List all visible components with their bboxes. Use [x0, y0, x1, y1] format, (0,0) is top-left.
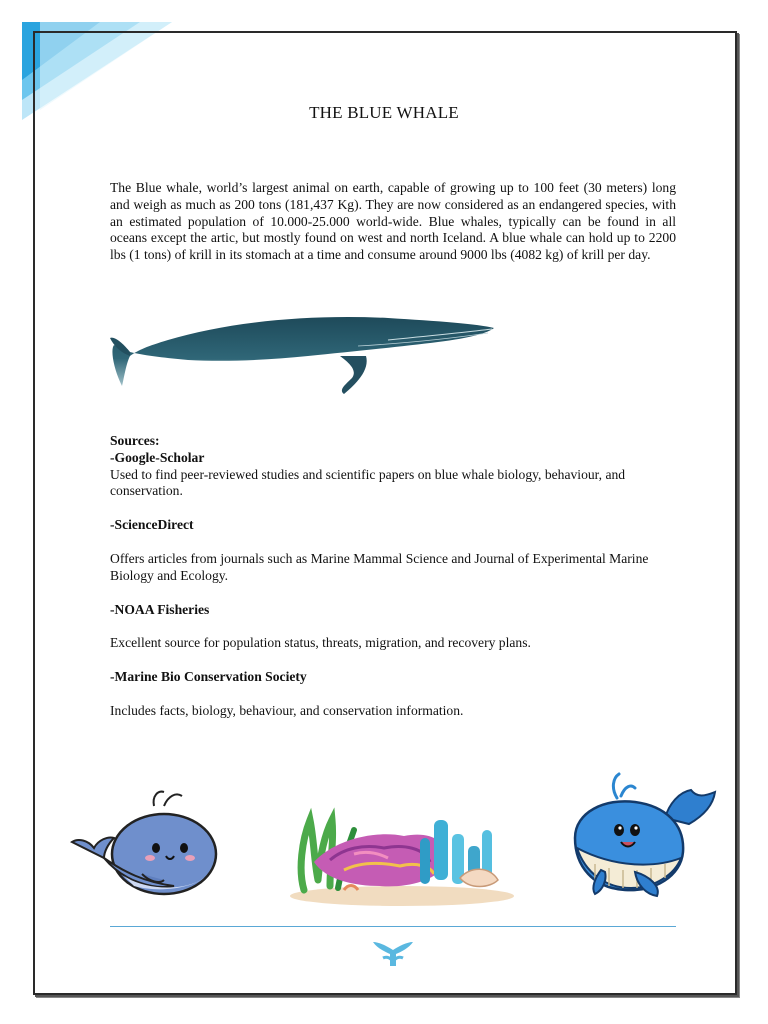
- cartoon-whale-icon: [64, 782, 224, 902]
- cartoon-whale-icon: [565, 768, 720, 903]
- footer-divider: [110, 926, 676, 927]
- coral-reef-icon: [284, 800, 520, 910]
- intro-paragraph: The Blue whale, world’s largest animal on earth, capable of growing up to 100 feet (30 meters) long and weigh as much as 200 tons (181,437 Kg). They are now considered as an endangered species, with an estimated population of 10.000-25.000 world-wide. Blue whales, typically can be found in all oceans except the artic, but mostly found on west and north Iceland. A blue whale can hold up to 2200 lbs (1 tons) of krill in its stomach at a time and consume around 9000 lbs (4082 kg) of krill per day.: [110, 180, 676, 263]
- whale-tail-icon: [369, 936, 417, 968]
- source-name: -Marine Bio Conservation Society: [110, 669, 307, 685]
- source-name: -Google-Scholar: [110, 449, 205, 465]
- source-name: -NOAA Fisheries: [110, 601, 210, 617]
- blue-whale-photo: [108, 300, 498, 400]
- source-description: Includes facts, biology, behaviour, and conservation information.: [110, 702, 464, 718]
- source-description: Used to find peer-reviewed studies and scientific papers on blue whale biology, behaviour, and conservation.: [110, 466, 626, 499]
- page-title: THE BLUE WHALE: [309, 103, 459, 122]
- sources-heading: Sources:: [110, 433, 160, 448]
- source-name: -ScienceDirect: [110, 517, 194, 533]
- sources-section: [110, 433, 676, 720]
- source-description: Excellent source for population status, threats, migration, and recovery plans.: [110, 635, 531, 651]
- source-description: Offers articles from journals such as Marine Mammal Science and Journal of Experimental Marine Biology and Ecology.: [110, 550, 649, 583]
